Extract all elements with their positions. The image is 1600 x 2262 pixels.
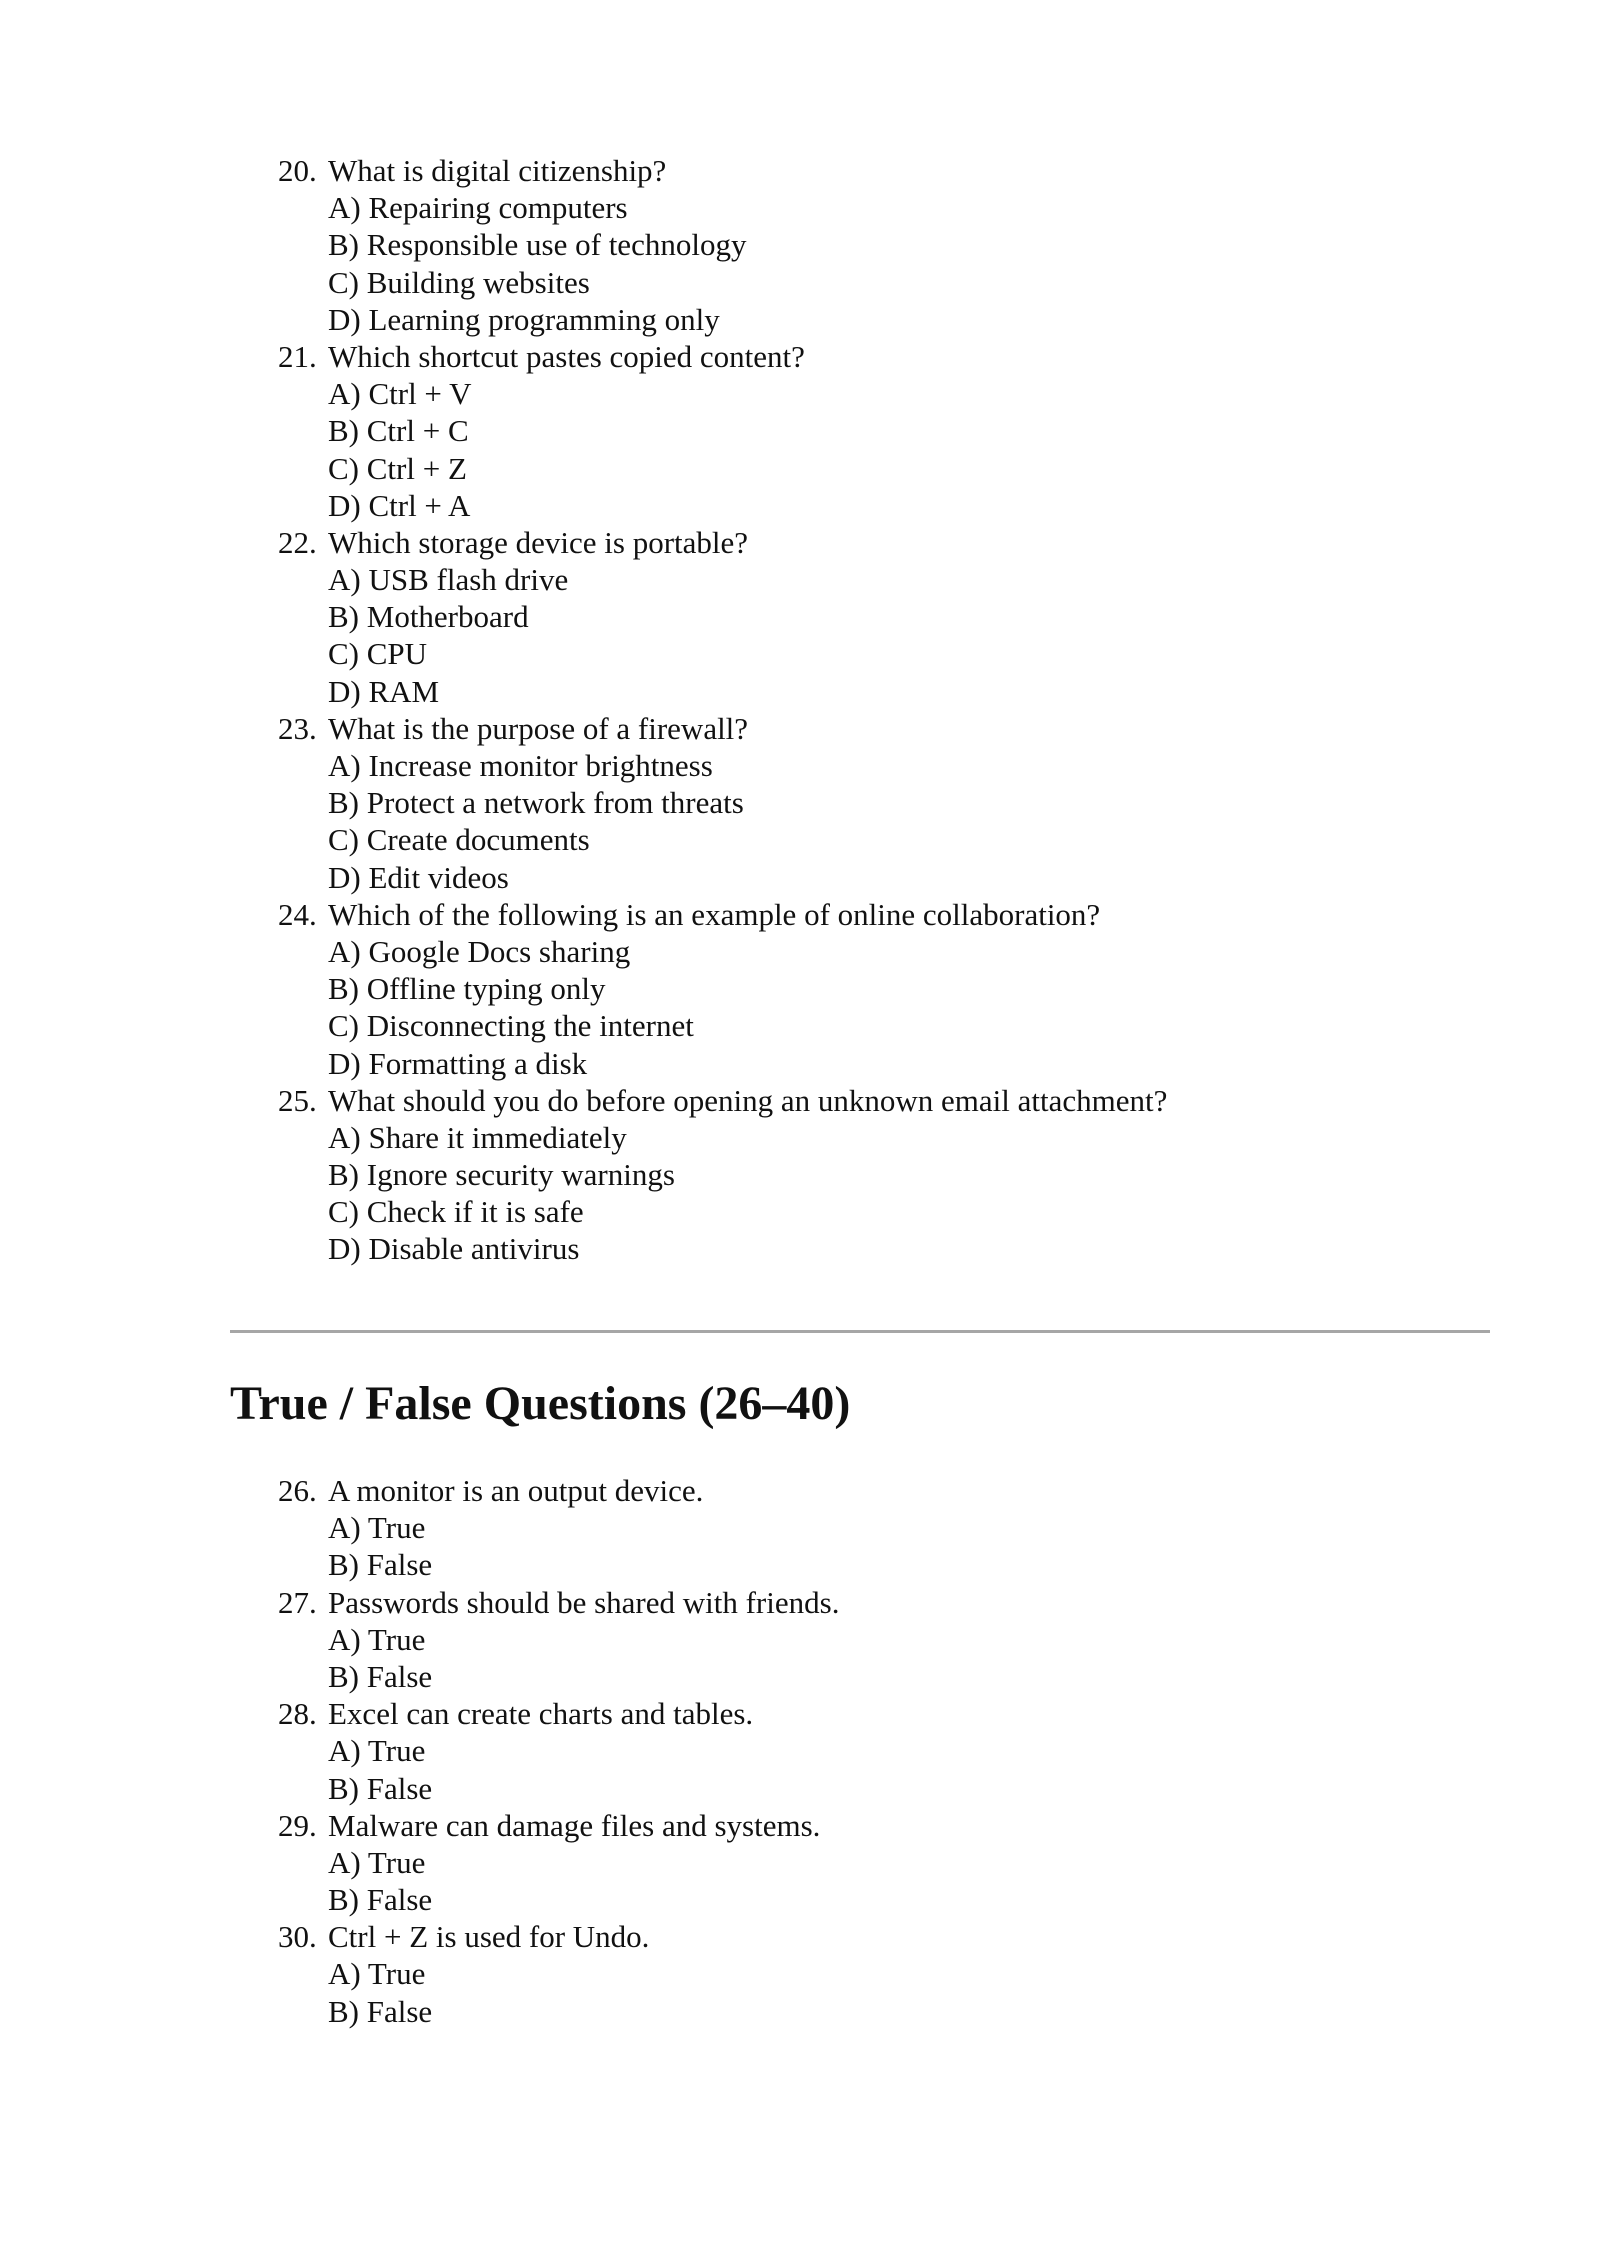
question-number: 29. xyxy=(278,1807,317,1843)
question-number: 26. xyxy=(278,1473,317,1508)
question-text: Which storage device is portable? xyxy=(328,524,749,560)
question-text: Which of the following is an example of online collaboration? xyxy=(328,896,1101,932)
answer-option: A) True xyxy=(328,1844,426,1880)
answer-option: B) Protect a network from threats xyxy=(328,785,744,821)
answer-option: B) Ignore security warnings xyxy=(328,1157,675,1193)
question-number: 24. xyxy=(278,896,317,932)
question-item xyxy=(278,1918,839,2030)
question-line xyxy=(278,152,1167,189)
question-text: Which shortcut pastes copied content? xyxy=(328,338,805,374)
question-number: 22. xyxy=(278,524,317,560)
answer-options xyxy=(278,1119,1167,1268)
answer-option: B) Ctrl + C xyxy=(328,413,469,449)
answer-option: A) True xyxy=(328,1621,426,1657)
question-item xyxy=(278,524,1167,710)
answer-option: A) Share it immediately xyxy=(328,1119,627,1155)
question-line xyxy=(278,338,1167,375)
mcq-question-list xyxy=(278,152,1167,1268)
question-item xyxy=(278,338,1167,524)
answer-option: D) RAM xyxy=(328,673,440,709)
question-number: 21. xyxy=(278,338,317,374)
question-number: 23. xyxy=(278,710,317,746)
answer-options xyxy=(278,747,1167,896)
question-item xyxy=(278,1584,839,1696)
answer-option: A) Increase monitor brightness xyxy=(328,748,713,783)
answer-option: B) False xyxy=(328,1547,433,1583)
question-text: Malware can damage files and systems. xyxy=(328,1807,821,1843)
true-false-question-list xyxy=(278,1472,839,2030)
answer-options xyxy=(278,189,1167,338)
question-line xyxy=(278,896,1167,933)
answer-option: B) Responsible use of technology xyxy=(328,227,747,263)
question-text: What should you do before opening an unknown email attachment? xyxy=(328,1082,1168,1118)
question-item xyxy=(278,1472,839,1584)
question-line xyxy=(278,1082,1167,1119)
answer-options xyxy=(278,1621,839,1695)
section-heading: True / False Questions (26–40) xyxy=(230,1377,851,1430)
answer-option: D) Formatting a disk xyxy=(328,1045,588,1081)
question-number: 20. xyxy=(278,153,317,188)
answer-option: D) Ctrl + A xyxy=(328,487,471,523)
answer-option: B) False xyxy=(328,1882,433,1918)
question-line xyxy=(278,1918,839,1955)
question-text: Ctrl + Z is used for Undo. xyxy=(328,1919,650,1955)
answer-option: C) Check if it is safe xyxy=(328,1194,584,1230)
section-divider xyxy=(230,1330,1490,1333)
question-text: A monitor is an output device. xyxy=(328,1473,704,1508)
question-item xyxy=(278,1807,839,1919)
question-number: 30. xyxy=(278,1919,317,1955)
question-text: What is digital citizenship? xyxy=(328,153,667,188)
answer-option: A) True xyxy=(328,1510,426,1546)
answer-option: B) False xyxy=(328,1770,433,1806)
question-line xyxy=(278,1695,839,1732)
question-text: Excel can create charts and tables. xyxy=(328,1696,754,1732)
answer-options xyxy=(278,933,1167,1082)
question-number: 25. xyxy=(278,1082,317,1118)
answer-options xyxy=(278,561,1167,710)
answer-option: C) Disconnecting the internet xyxy=(328,1008,694,1044)
question-item xyxy=(278,1082,1167,1268)
answer-option: A) Google Docs sharing xyxy=(328,933,631,969)
answer-option: B) False xyxy=(328,1658,433,1694)
answer-option: C) Create documents xyxy=(328,822,590,858)
question-line xyxy=(278,1472,839,1509)
answer-option: D) Edit videos xyxy=(328,859,509,895)
question-number: 27. xyxy=(278,1584,317,1620)
answer-options xyxy=(278,1732,839,1806)
question-line xyxy=(278,710,1167,747)
answer-option: C) Building websites xyxy=(328,264,590,300)
question-item xyxy=(278,896,1167,1082)
answer-option: B) Offline typing only xyxy=(328,971,606,1007)
answer-option: A) True xyxy=(328,1733,426,1769)
question-number: 28. xyxy=(278,1696,317,1732)
answer-option: B) False xyxy=(328,1993,433,2029)
question-line xyxy=(278,1807,839,1844)
question-text: Passwords should be shared with friends. xyxy=(328,1584,840,1620)
question-item xyxy=(278,152,1167,338)
answer-option: A) USB flash drive xyxy=(328,562,569,598)
question-line xyxy=(278,1584,839,1621)
question-text: What is the purpose of a firewall? xyxy=(328,710,749,746)
answer-option: C) CPU xyxy=(328,636,428,672)
answer-option: A) Ctrl + V xyxy=(328,376,472,412)
answer-option: D) Learning programming only xyxy=(328,301,720,337)
answer-option: A) True xyxy=(328,1956,426,1992)
answer-option: A) Repairing computers xyxy=(328,190,628,226)
question-item xyxy=(278,1695,839,1807)
answer-options xyxy=(278,1509,839,1583)
answer-option: D) Disable antivirus xyxy=(328,1231,580,1267)
answer-options xyxy=(278,1844,839,1918)
answer-option: B) Motherboard xyxy=(328,599,529,635)
answer-options xyxy=(278,1955,839,2029)
question-item xyxy=(278,710,1167,896)
answer-options xyxy=(278,375,1167,524)
answer-option: C) Ctrl + Z xyxy=(328,450,467,486)
question-line xyxy=(278,524,1167,561)
